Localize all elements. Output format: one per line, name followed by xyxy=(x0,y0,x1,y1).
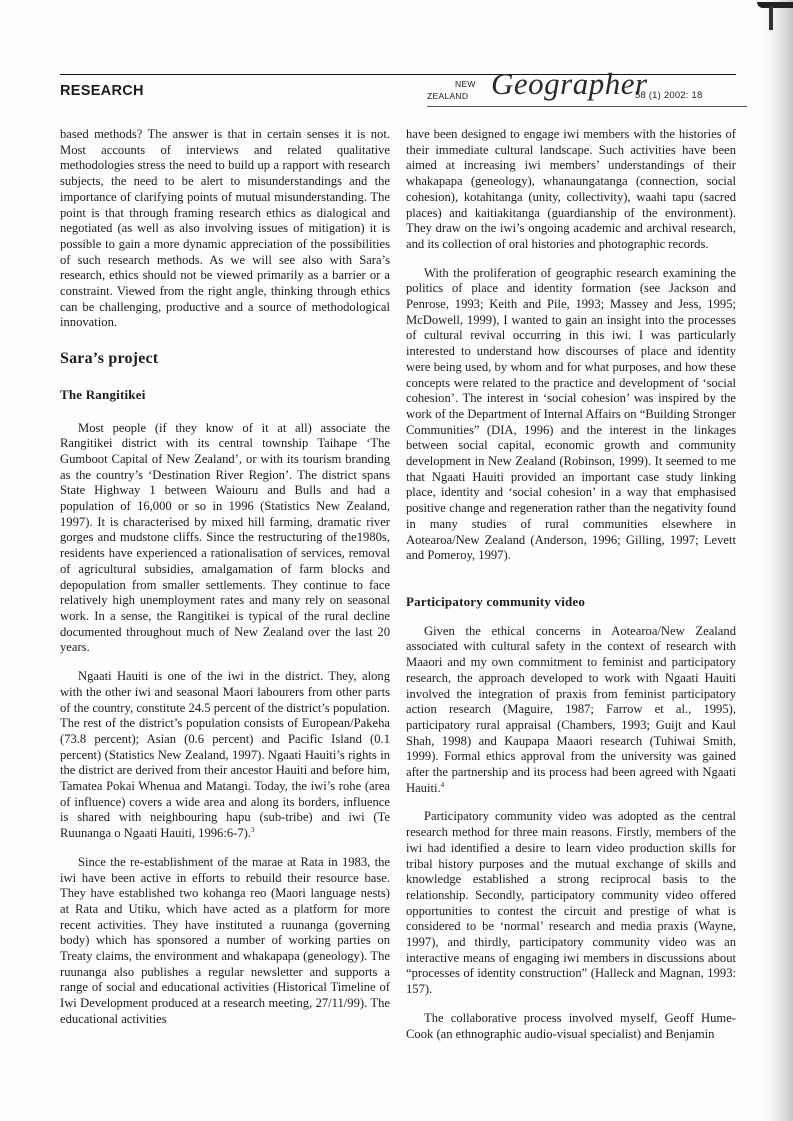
footnote-marker: 3 xyxy=(250,826,255,835)
masthead-underline xyxy=(427,106,747,107)
paragraph: based methods? The answer is that in certain senses it is not. Most accounts of interviews and related qualitative methodologies stress the need to build up a rapport with research subjects, the need to be alert to misunderstandings and the importance of clarifying points of mutual misunderstanding. The point is that through framing research ethics as dialogical and negotiated (as well as also involving issues of mitigation) it is possible to gain a more dynamic appreciation of the possibilities of such research methods. As we will see also with Sara’s research, ethics should not be viewed primarily as a barrier or a constraint. Viewed from the right angle, thinking through ethics can be challenging, productive and a source of methodological innovation. xyxy=(60,127,390,330)
right-column xyxy=(406,127,736,1055)
paragraph: have been designed to engage iwi members with the histories of their immediate cultural landscape. Such activities have been aimed at increasing iwi members’ understandings of their whakapapa (geneology), whanaungatanga (connection, social cohesion), kotahitanga (unity, collectivity), waahi tapu (sacred places) and kaitiakitanga (guardianship of the environment). They draw on the iwi’s ongoing academic and archival research, and its collection of oral histories and photographic records. xyxy=(406,127,736,251)
paragraph: Since the re-establishment of the marae at Rata in 1983, the iwi have been active in efforts to rebuild their resource base. They have established two kohanga reo (Maori language nests) at Rata and Utiku, which have acted as a platform for more recent activities. They have instituted a ruunanga (governing body) which has sponsored a number of working parties on Treaty claims, the environment and whakapapa (geneology). The ruunanga also publishes a regular newsletter and supports a range of social and educational activities (Historical Timeline of Iwi Development produced at a research meeting, 27/11/99). The educational activities xyxy=(60,854,390,1026)
masthead-title: Geographer xyxy=(491,66,648,101)
paragraph: Most people (if they know of it at all) associate the Rangitikei district with its central township Taihape ‘The Gumboot Capital of New Zealand’, or with its tourism branding as the country’s ‘Destination River Region’. The district spans State Highway 1 between Waiouru and Bulls and had a population of 16,000 or so in 1996 (Statistics New Zealand, 1997). It is characterised by mixed hill farming, dramatic river gorges and mudstone cliffs. Since the restructuring of the1980s, residents have experienced a rationalisation of services, removal of agricultural subsidies, amalgamation of farm blocks and depopulation from smaller settlements. They continue to face relatively high unemployment rates and many rely on seasonal work. In a sense, the Rangitikei is typical of the rural decline documented throughout much of New Zealand over the last 20 years. xyxy=(60,420,390,655)
paragraph: The collaborative process involved myself, Geoff Hume-Cook (an ethnographic audio-visual specialist) and Benjamin xyxy=(406,1010,736,1041)
paragraph: With the proliferation of geographic research examining the politics of place and identity formation (see Jackson and Penrose, 1993; Keith and Pile, 1993; Massey and Jess, 1995; McDowell, 1999), I wanted to gain an insight into the processes of cultural revival occurring in this iwi. I was particularly interested to understand how discourses of place and identity were being used, by whom and for what purposes, and how these concepts were related to the practice and development of ‘social cohesion’. The interest in ‘social cohesion’ was inspired by the work of the Department of Internal Affairs on “Building Stronger Communities” (DIA, 1996) and the interest in the linkages between social capital, economic growth and community development in New Zealand (Robinson, 1999). It seemed to me that Ngaati Hauiti provided an important case study linking place, identity and ‘social cohesion’ in a way that emphasised positive change and regeneration rather than the negativity found in many studies of rural communities elsewhere in Aotearoa/New Zealand (Anderson, 1996; Gilling, 1997; Levett and Pomeroy, 1997). xyxy=(406,265,736,563)
paragraph-text: Ngaati Hauiti is one of the iwi in the district. They, along with the other iwi and seasonal Maori labourers from other parts of the country, constitute 24.5 percent of the district’s population. The rest of the district’s population consists of European/Pakeha (73.8 percent); Asian (0.6 percent) and Pacific Island (0.1 percent) (Statistics New Zealand, 1997). Ngaati Hauiti’s rights in the district are derived from their ancestor Hauiti and before him, Tamatea Pokai Whenua and Matangi. Today, the iwi’s rohe (area of influence) covers a wide area and along its borders, influence is shared with neighbouring hapu (sub-tribe) and iwi (Te Ruunanga o Ngaati Hauiti, 1996:6-7). xyxy=(60,669,390,841)
subsection-heading: The Rangitikei xyxy=(60,386,146,402)
masthead-new: NEW xyxy=(455,79,476,89)
masthead-zealand: ZEALAND xyxy=(427,91,469,101)
paragraph xyxy=(406,624,736,797)
subsection-heading: Participatory community video xyxy=(406,593,586,609)
binding-mark-stem xyxy=(769,6,773,30)
binding-mark xyxy=(757,2,793,8)
paragraph: Participatory community video was adopted as the central research method for three main reasons. Firstly, members of the iwi had identified a desire to learn video production skills for tribal history purposes and the mutual exchange of skills and knowledge established a strong reciprocal basis to the relationship. Secondly, participatory community video offered opportunities to contest the circuit and prestige of what is considered to be ‘normal’ research and media praxis (Wayne, 1997), and thirdly, participatory community video was an interactive means of engaging iwi members in discussions about “processes of identity construction” (Halleck and Magnan, 1993: 157). xyxy=(406,809,736,997)
left-column xyxy=(60,127,390,1041)
paragraph xyxy=(60,669,390,842)
issue-info: 58 (1) 2002: 18 xyxy=(635,90,703,101)
section-heading: Sara’s project xyxy=(60,350,159,368)
scan-edge-shadow xyxy=(759,0,793,1121)
paragraph-text: Given the ethical concerns in Aotearoa/New Zealand associated with cultural safety in the context of research with Maaori and my own commitment to feminist and participatory research, the approach developed to work with Ngaati Hauiti involved the integration of praxis from feminist participatory action research (Maguire, 1987; Farrow et al., 1995), participatory rural appraisal (Chambers, 1993; Guijt and Kaul Shah, 1998) and Kaupapa Maaori research (Tuhiwai Smith, 1999). Formal ethics approval from the university was gained after the partnership and its process had been agreed with Ngaati Hauiti. xyxy=(406,623,736,795)
footnote-marker: 4 xyxy=(440,780,445,789)
section-label: RESEARCH xyxy=(60,83,144,99)
